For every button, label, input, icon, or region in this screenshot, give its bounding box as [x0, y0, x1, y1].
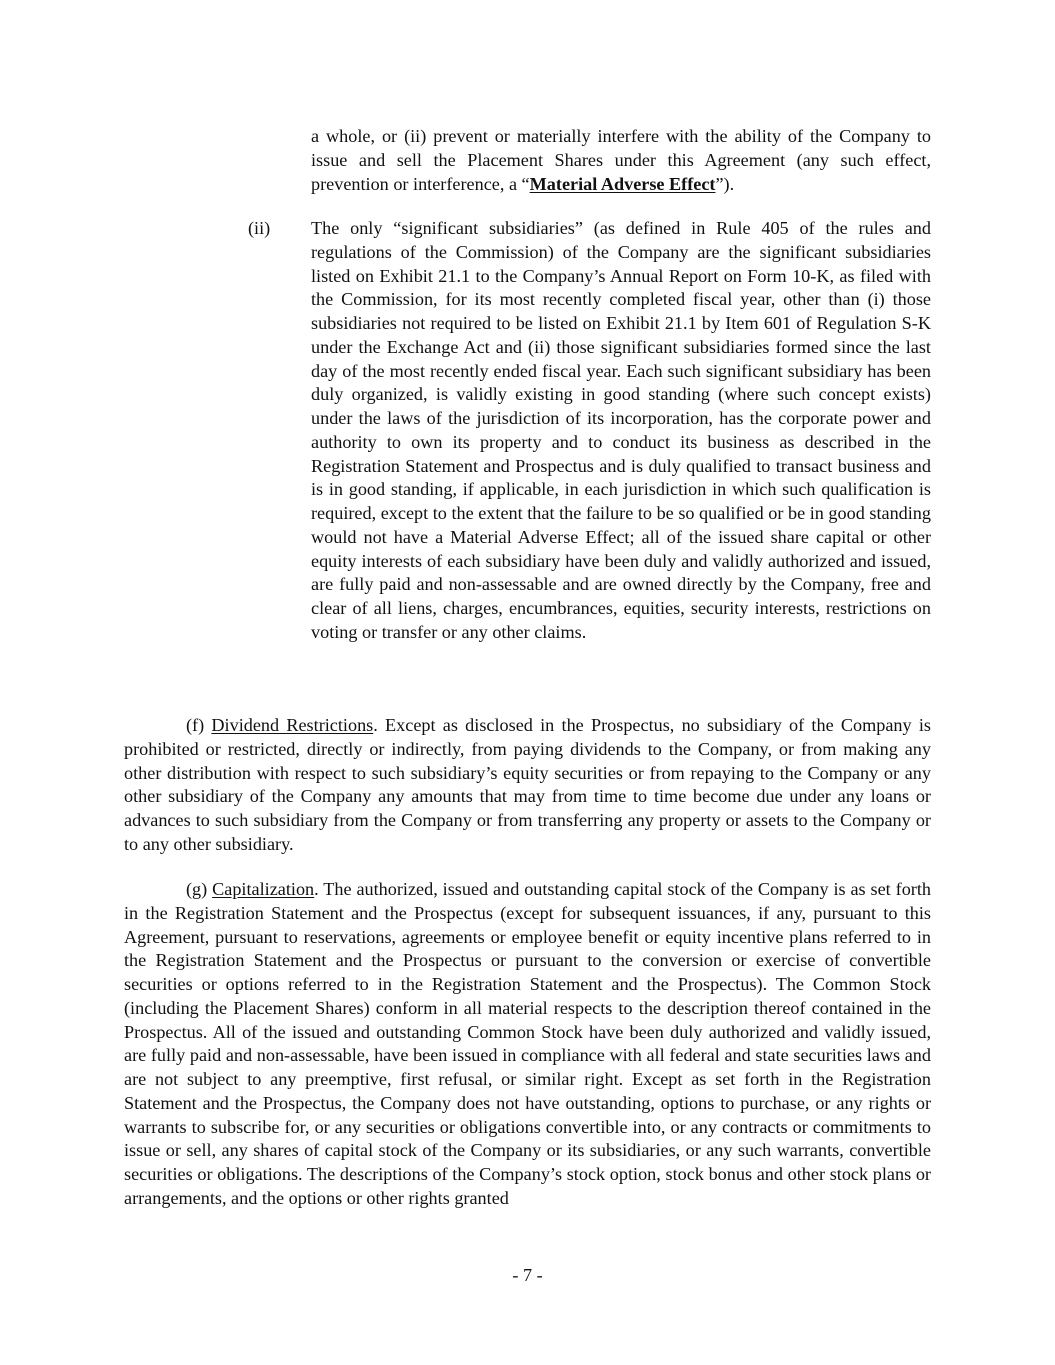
section-g-heading: Capitalization [212, 879, 315, 899]
section-g-text: . The authorized, issued and outstanding capital stock of the Company is as set forth in the Registration Statement and the Prospectus (except for subsequent issuances, if any, pursuant to this Agreement, pursuant to reservations, agreements or employee benefit or equity incentive plans referred to in the Registration Statement and the Prospectus or pursuant to the conversion or exercise of convertible securities or options referred to in the Registration Statement and the Prospectus). The Common Stock (including the Placement Shares) conform in all material respects to the description thereof contained in the Prospectus. All of the issued and outstanding Common Stock have been duly authorized and validly issued, are fully paid and non-assessable, have been issued in compliance with all federal and state securities laws and are not subject to any preemptive, first refusal, or similar right. Except as set forth in the Registration Statement and the Prospectus, the Company does not have outstanding, options to purchase, or any rights or warrants to subscribe for, or any securities or obligations convertible into, or any contracts or commitments to issue or sell, any shares of capital stock of the Company or its subsidiaries, or any such warrants, convertible securities or obligations. The descriptions of the Company’s stock option, stock bonus and other stock plans or arrangements, and the options or other rights granted [124, 879, 931, 1208]
section-f-heading: Dividend Restrictions [211, 715, 374, 735]
section-g-paragraph [124, 878, 931, 1211]
continuation-paragraph [311, 125, 931, 196]
continuation-closing: ”). [715, 173, 735, 194]
section-g-label: (g) [186, 879, 208, 899]
page-number: - 7 - [512, 1265, 543, 1285]
material-adverse-effect-term: Material Adverse Effect [529, 173, 716, 194]
continuation-text: a whole, or (ii) prevent or materially interfere with the ability of the Company to issue and sell the Placement Shares under this Agreement (any such effect, prevention or interference, a “ [311, 126, 931, 194]
section-f-label: (f) [186, 715, 205, 735]
item-ii-number: (ii) [248, 218, 271, 238]
item-ii-paragraph: The only “significant subsidiaries” (as defined in Rule 405 of the rules and regulations of the Commission) of the Company are the significant subsidiaries listed on Exhibit 21.1 to the Company’s Annual Report on Form 10-K, as filed with the Commission, for its most recently completed fiscal year, other than (i) those subsidiaries not required to be listed on Exhibit 21.1 by Item 601 of Regulation S-K under the Exchange Act and (ii) those significant subsidiaries formed since the last day of the most recently ended fiscal year. Each such significant subsidiary has been duly organized, is validly existing in good standing (where such concept exists) under the laws of the jurisdiction of its incorporation, has the corporate power and authority to own its property and to conduct its business as described in the Registration Statement and Prospectus and is duly qualified to transact business and is in good standing, if applicable, in each jurisdiction in which such qualification is required, except to the extent that the failure to be so qualified or be in good standing would not have a Material Adverse Effect; all of the issued share capital or other equity interests of each subsidiary have been duly and validly authorized and issued, are fully paid and non-assessable and are owned directly by the Company, free and clear of all liens, charges, encumbrances, equities, security interests, restrictions on voting or transfer or any other claims. [311, 218, 931, 642]
section-f-text: . Except as disclosed in the Prospectus, no subsidiary of the Company is prohibited or restricted, directly or indirectly, from paying dividends to the Company, or from making any other distribution with respect to such subsidiary’s equity securities or from repaying to the Company or any other subsidiary of the Company any amounts that may from time to time become due under any loans or advances to such subsidiary from the Company or from transferring any property or assets to the Company or to any other subsidiary. [124, 715, 932, 854]
section-f-paragraph [124, 714, 931, 857]
